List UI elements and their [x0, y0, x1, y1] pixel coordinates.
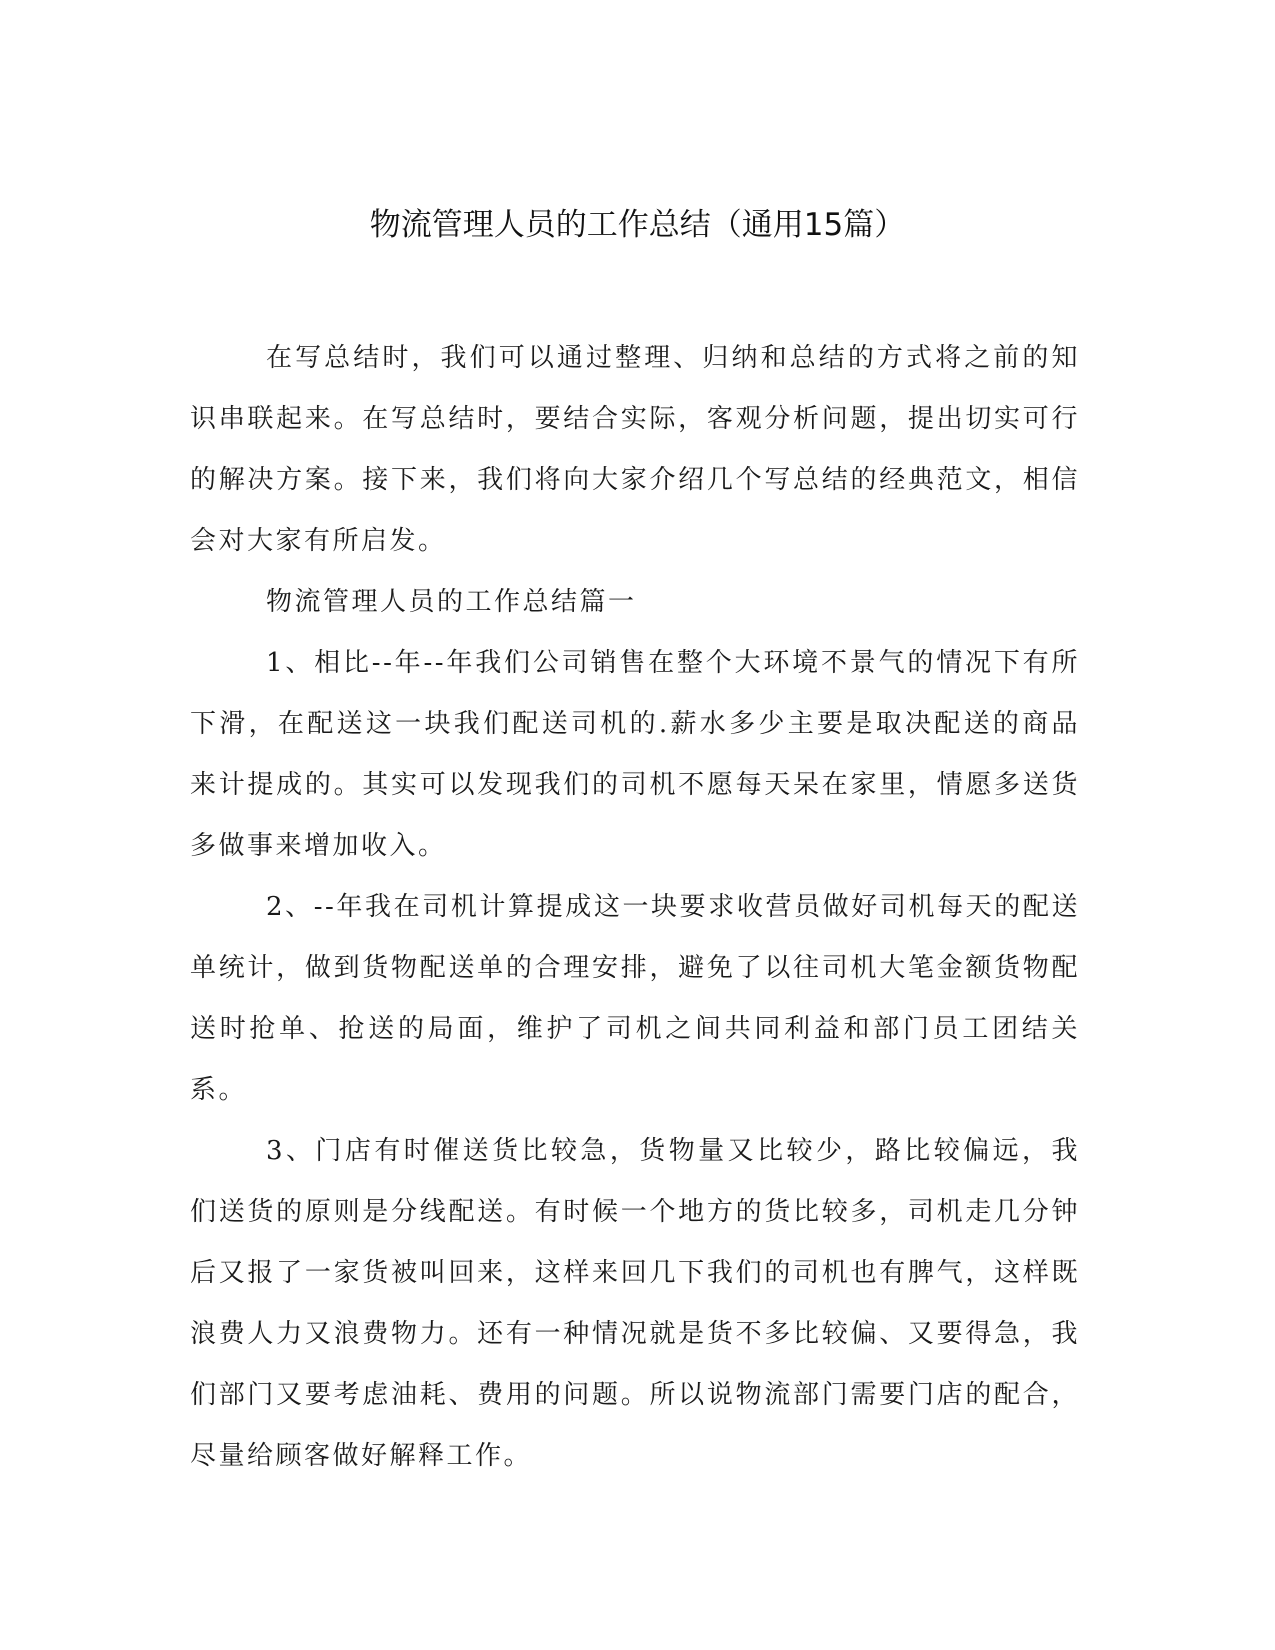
- document-title: 物流管理人员的工作总结（通用15篇）: [369, 207, 906, 243]
- item-paragraph-2: 2、--年我在司机计算提成这一块要求收营员做好司机每天的配送单统计，做到货物配送单的合理安排，避免了以往司机大笔金额货物配送时抢单、抢送的局面，维护了司机之间共同利益和部门员工团结关系。: [190, 892, 1080, 1105]
- section-heading: 物流管理人员的工作总结篇一: [266, 587, 637, 617]
- item-paragraph-3: 3、门店有时催送货比较急，货物量又比较少，路比较偏远，我们送货的原则是分线配送。有时候一个地方的货比较多，司机走几分钟后又报了一家货被叫回来，这样来回几下我们的司机也有脾气，这样既浪费人力又浪费物力。还有一种情况就是货不多比较偏、又要得急，我们部门又要考虑油耗、费用的问题。所以说物流部门需要门店的配合，尽量给顾客做好解释工作。: [190, 1136, 1080, 1471]
- item-paragraph-1: 1、相比--年--年我们公司销售在整个大环境不景气的情况下有所下滑，在配送这一块我们配送司机的.薪水多少主要是取决配送的商品来计提成的。其实可以发现我们的司机不愿每天呆在家里，情愿多送货多做事来增加收入。: [190, 648, 1080, 861]
- intro-paragraph: 在写总结时，我们可以通过整理、归纳和总结的方式将之前的知识串联起来。在写总结时，要结合实际，客观分析问题，提出切实可行的解决方案。接下来，我们将向大家介绍几个写总结的经典范文，相信会对大家有所启发。: [190, 343, 1080, 556]
- document-body: [190, 328, 1080, 1487]
